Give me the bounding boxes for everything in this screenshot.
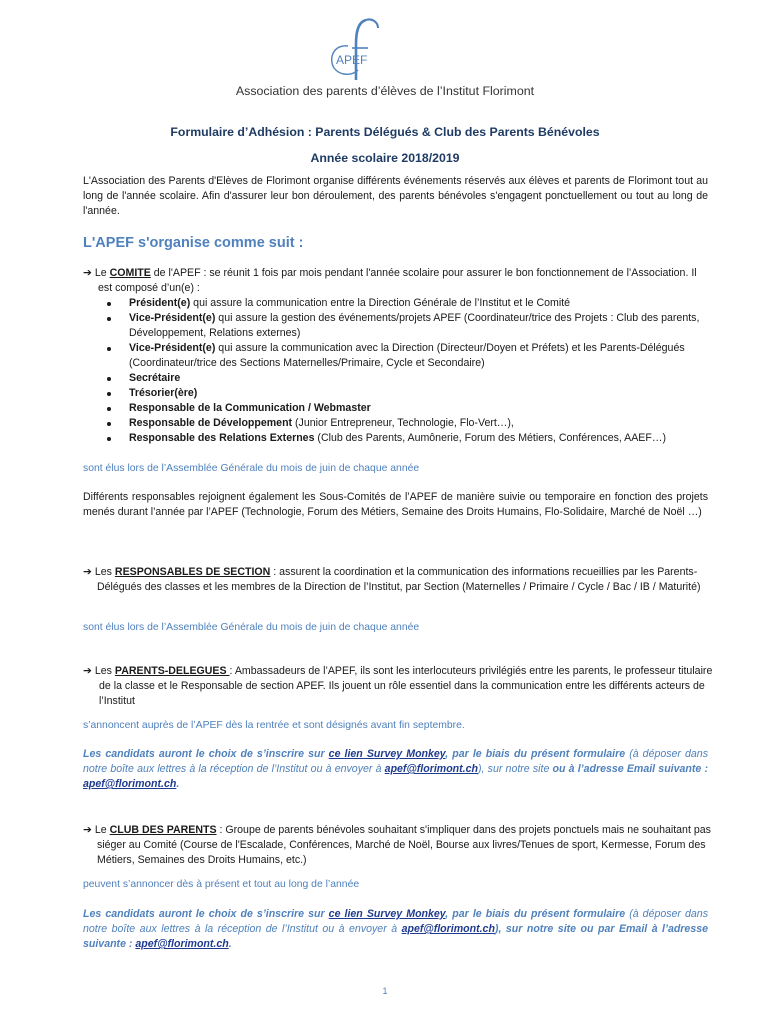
association-name: Association des parents d’élèves de l’Institut Florimont: [235, 84, 535, 98]
email-link[interactable]: apef@florimont.ch: [401, 923, 495, 935]
arrow-icon: ➔: [83, 824, 92, 836]
sous-comites-paragraph: Différents responsables rejoignent également les Sous-Comités de l’APEF de manière suivie ou temporaire en fonction des projets menés durant l’année par l’APEF (Technologie, Forum des Métiers, Semaine des Droits Humains, Flo-Solidaire, Marché de Noël …): [83, 491, 708, 518]
list-item: Vice-Président(e) qui assure la communication avec la Direction (Directeur/Doyen et Préfets) et les Parents-Délégués (Coordinateur/trice des Sections Maternelles/Primaire, Cycle et Secondaire): [83, 341, 703, 371]
logo-text: APEF: [336, 53, 368, 67]
survey-monkey-link[interactable]: ce lien Survey Monkey: [328, 748, 446, 760]
arrow-icon: ➔: [83, 665, 92, 677]
school-year: Année scolaire 2018/2019: [310, 151, 460, 165]
delegues-paragraph: ➔ Les PARENTS-DELEGUES : Ambassadeurs de l’APEF, ils sont les interlocuteurs privilégiés entre les parents, le professeur titulaire de la classe et le Responsable de section APEF. Ils jouent un rôle essentiel dans la communication entre les différents acteurs de l’Institut: [83, 665, 713, 707]
list-item: Secrétaire: [83, 371, 703, 386]
delegues-keyword: PARENTS-DELEGUES: [114, 665, 230, 677]
list-item: Trésorier(ère): [83, 386, 703, 401]
responsables-paragraph: ➔ Les RESPONSABLES DE SECTION : assurent la coordination et la communication des informations recueillies par les Parents-Délégués des classes et les membres de la Direction de l’Institut, par Section (Maternelles / Primaire / Cycle / Bac / IB / Maturité): [83, 566, 701, 593]
comite-section: [83, 266, 703, 446]
club-cta: Les candidats auront le choix de s’inscrire sur ce lien Survey Monkey, par le biais du présent formulaire (à déposer dans notre boîte aux lettres à la réception de l’Institut ou à envoyer à apef@florimont.ch), sur notre site ou par Email à l’adresse suivante : apef@florimont.ch.: [83, 908, 709, 950]
email-link[interactable]: apef@florimont.ch: [135, 938, 229, 950]
section-heading: L'APEF s'organise comme suit :: [83, 235, 304, 251]
page-number: 1: [382, 986, 388, 996]
comite-paragraph: ➔ Le COMITE de l'APEF : se réunit 1 fois par mois pendant l'année scolaire pour assurer le bon fonctionnement de l’Association. Il est composé d’un(e) :: [83, 267, 697, 294]
list-item: Président(e) qui assure la communication entre la Direction Générale de l’Institut et le Comité: [83, 296, 703, 311]
club-note: peuvent s’annoncer dès à présent et tout au long de l’année: [83, 879, 360, 890]
arrow-icon: ➔: [83, 566, 92, 578]
list-item: Responsable des Relations Externes (Club des Parents, Aumônerie, Forum des Métiers, Conférences, AAEF…): [83, 431, 703, 446]
comite-members-list: [83, 296, 703, 446]
form-title: Formulaire d’Adhésion : Parents Délégués & Club des Parents Bénévoles: [170, 125, 600, 139]
comite-keyword: COMITE: [109, 267, 151, 279]
email-link[interactable]: apef@florimont.ch: [83, 778, 177, 790]
arrow-icon: ➔: [83, 267, 92, 279]
survey-monkey-link[interactable]: ce lien Survey Monkey: [328, 908, 446, 920]
list-item: Responsable de Développement (Junior Entrepreneur, Technologie, Flo-Vert…),: [83, 416, 703, 431]
email-link[interactable]: apef@florimont.ch: [384, 763, 478, 775]
intro-paragraph: L'Association des Parents d'Elèves de Florimont organise différents événements réservés aux élèves et parents de Florimont tout au long de l'année scolaire. Afin d'assurer leur bon déroulement, des parents bénévoles s'engagent ponctuellement ou tout au long de l'année.: [83, 175, 708, 217]
responsables-keyword: RESPONSABLES DE SECTION: [114, 566, 271, 578]
club-keyword: CLUB DES PARENTS: [109, 824, 217, 836]
comite-note: sont élus lors de l’Assemblée Générale du mois de juin de chaque année: [83, 463, 420, 474]
list-item: Responsable de la Communication / Webmaster: [83, 401, 703, 416]
responsables-note: sont élus lors de l’Assemblée Générale du mois de juin de chaque année: [83, 622, 420, 633]
delegues-note: s’annoncent auprès de l’APEF dès la rentrée et sont désignés avant fin septembre.: [83, 720, 465, 731]
delegues-cta: Les candidats auront le choix de s’inscrire sur ce lien Survey Monkey, par le biais du présent formulaire (à déposer dans notre boîte aux lettres à la réception de l’Institut ou à envoyer à apef@florimont.ch), sur notre site ou à l’adresse Email suivante : apef@florimont.ch.: [83, 748, 708, 790]
apef-logo: [322, 18, 392, 84]
club-paragraph: ➔ Le CLUB DES PARENTS : Groupe de parents bénévoles souhaitant s'impliquer dans des projets ponctuels mais ne souhaitant pas siéger au Comité (Course de l'Escalade, Conférences, Marché de Noël, Bourse aux livres/Tenues de sport, Kermesse, Forum des Métiers, Semaines des Droits Humains, etc.): [83, 824, 711, 866]
list-item: Vice-Président(e) qui assure la gestion des événements/projets APEF (Coordinateur/trice des Projets : Club des parents, Développement, Relations externes): [83, 311, 703, 341]
